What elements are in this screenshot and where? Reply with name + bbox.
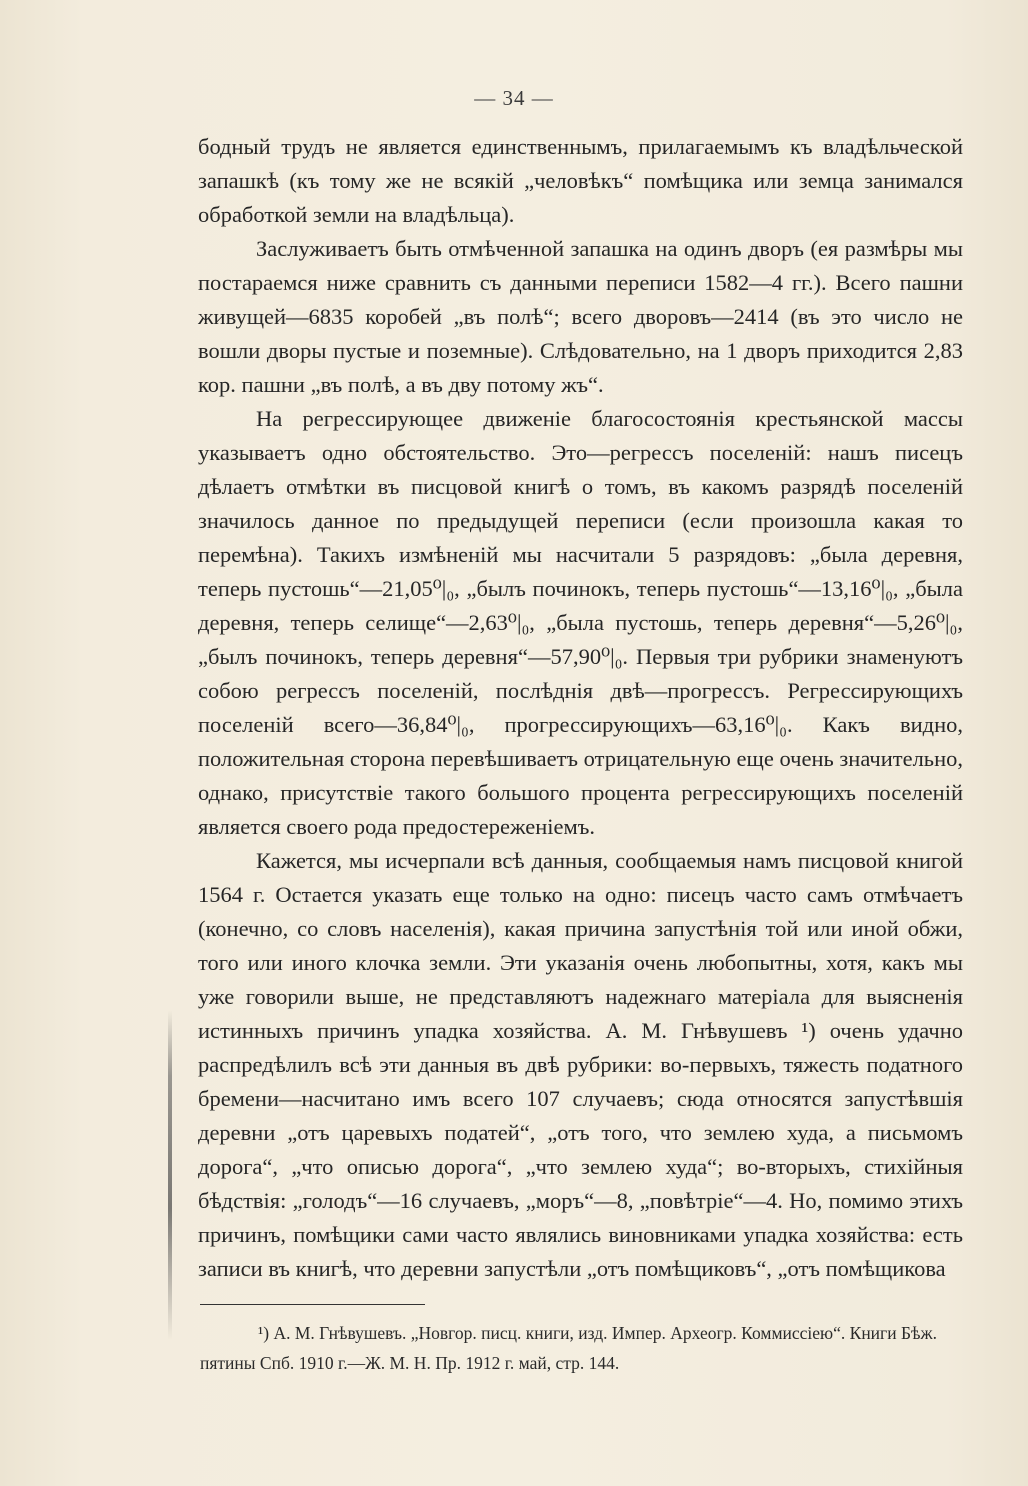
margin-pencil-mark <box>168 1010 172 1340</box>
footnote-divider <box>200 1304 425 1305</box>
page-number: — 34 — <box>474 86 554 110</box>
footnote <box>200 1318 965 1378</box>
paragraph-3: На регрессирующее движеніе благосостоянія крестьянской массы указываетъ одно обстоятельство. Это—регрессъ поселеній: нашъ писецъ дѣлаетъ отмѣтки въ писцовой книгѣ о томъ, въ какомъ разрядѣ поселеній значилось данное по предыдущей переписи (если произошла какая то перемѣна). Такихъ измѣненій мы насчитали 5 разрядовъ: „была деревня, теперь пустошь“—21,05⁰|₀, „былъ починокъ, теперь пустошь“—13,16⁰|₀, „была деревня, теперь селище“—2,63⁰|₀, „была пустошь, теперь деревня“—5,26⁰|₀, „былъ починокъ, теперь деревня“—57,90⁰|₀. Первыя три рубрики знаменуютъ собою регрессъ поселеній, послѣднія двѣ—прогрессъ. Регрессирующихъ поселеній всего—36,84⁰|₀, прогрессирующихъ—63,16⁰|₀. Какъ видно, положительная сторона перевѣшиваетъ отрицательную еще очень значительно, однако, присутствіе такого большого процента регрессирующихъ поселеній является своего рода предостереженіемъ. <box>198 406 963 839</box>
paragraph-1: бодный трудъ не является единственнымъ, прилагаемымъ къ владѣльческой запашкѣ (къ тому же не всякій „человѣкъ“ помѣщика или земца занимался обработкой земли на владѣльца). <box>198 134 963 227</box>
paragraph-4: Кажется, мы исчерпали всѣ данныя, сообщаемыя намъ писцовой книгой 1564 г. Остается указать еще только на одно: писецъ часто самъ отмѣчаетъ (конечно, со словъ населенія), какая причина запустѣнія той или иной обжи, того или иного клочка земли. Эти указанія очень любопытны, хотя, какъ мы уже говорили выше, не представляютъ надежнаго матеріала для выясненія истинныхъ причинъ упадка хозяйства. А. М. Гнѣвушевъ ¹) очень удачно распредѣлилъ всѣ эти данныя въ двѣ рубрики: во-первыхъ, тяжесть податного бремени—насчитано имъ всего 107 случаевъ; сюда относятся запустѣвшія деревни „отъ царевыхъ податей“, „отъ того, что землею худа, а письмомъ дорога“, „что описью дорога“, „что землею худа“; во-вторыхъ, стихійныя бѣдствія: „голодъ“—16 случаевъ, „моръ“—8, „повѣтріе“—4. Но, помимо этихъ причинъ, помѣщики сами часто являлись виновниками упадка хозяйства: есть записи въ книгѣ, что деревни запустѣли „отъ помѣщиковъ“, „отъ помѣщикова <box>198 848 963 1281</box>
footnote-text: ¹) А. М. Гнѣвушевъ. „Новгор. писц. книги, изд. Импер. Археогр. Коммиссіею“. Книги Бѣж. пятины Спб. 1910 г.—Ж. М. Н. Пр. 1912 г. май, стр. 144. <box>200 1323 937 1373</box>
body-text <box>198 130 963 1286</box>
paragraph-2: Заслуживаетъ быть отмѣченной запашка на одинъ дворъ (ея размѣры мы постараемся ниже сравнить съ данными переписи 1582—4 гг.). Всего пашни живущей—6835 коробей „въ полѣ“; всего дворовъ—2414 (въ это число не вошли дворы пустые и поземные). Слѣдовательно, на 1 дворъ приходится 2,83 кор. пашни „въ полѣ, а въ дву потому жъ“. <box>198 236 963 397</box>
